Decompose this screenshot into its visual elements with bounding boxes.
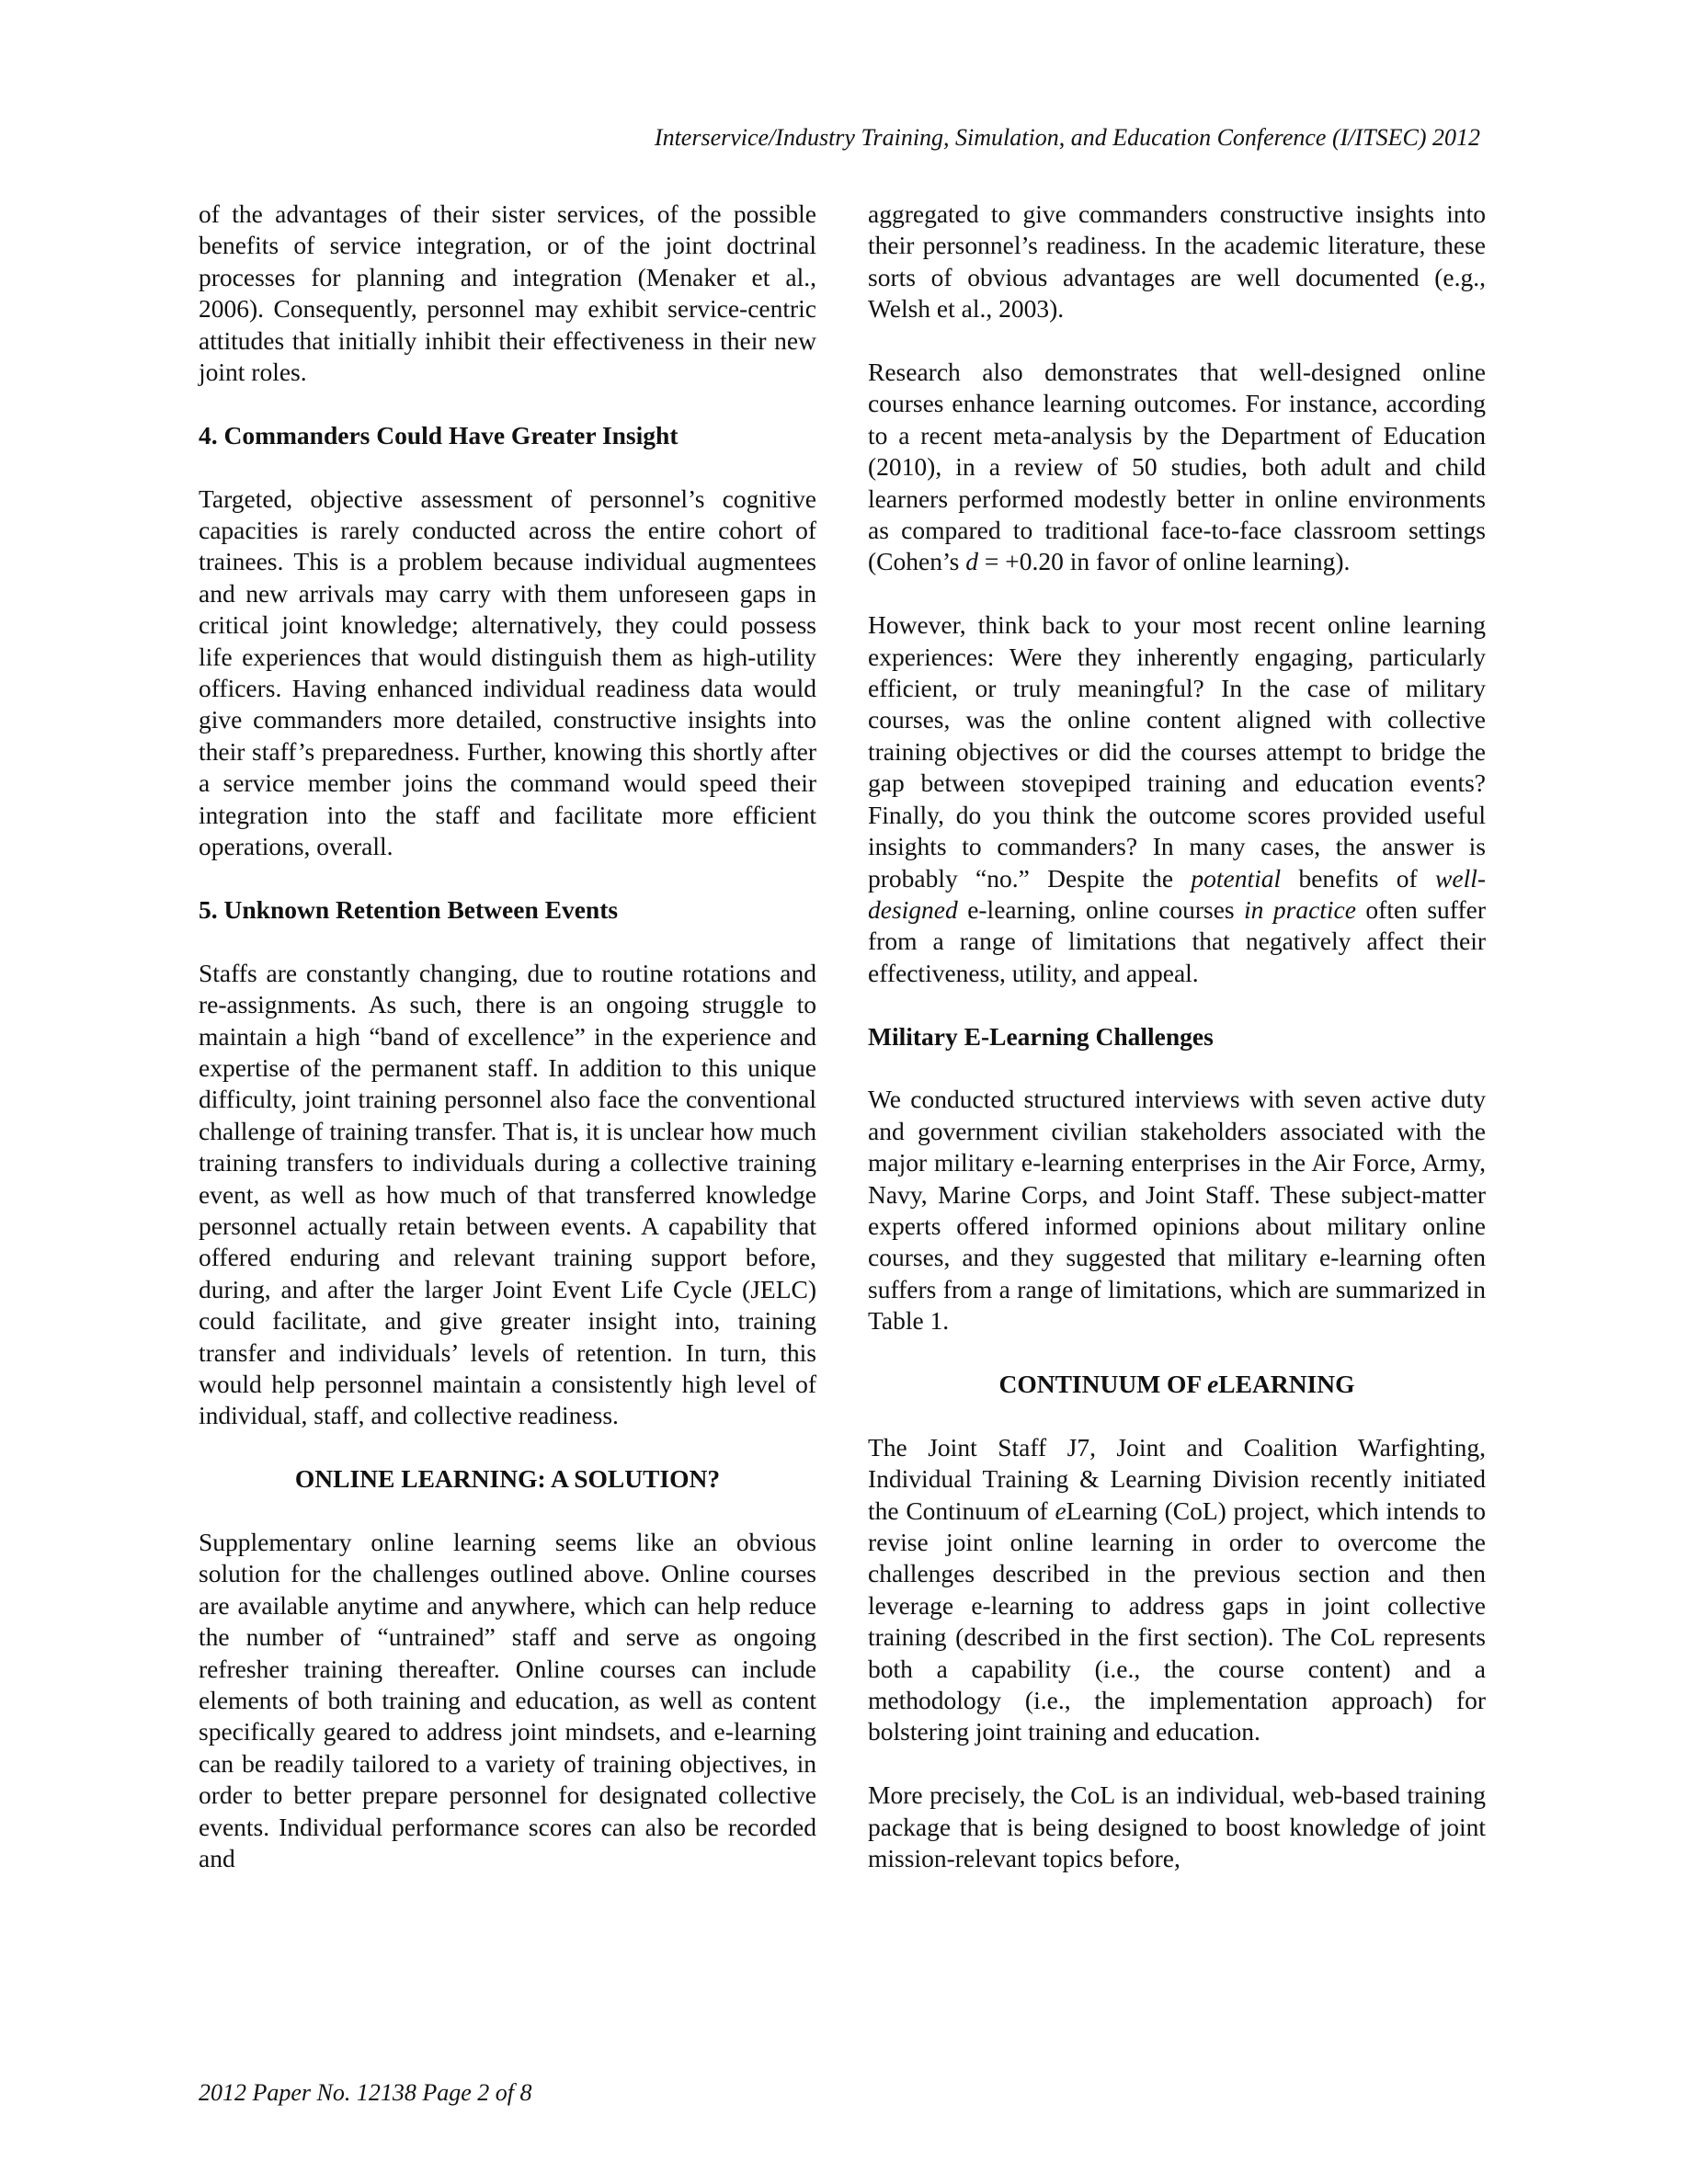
paragraph: Staffs are constantly changing, due to routine rotations and re-assignments. As such, there is an ongoing struggle to maintain a high “band of excellence” in the experience and expertise of the permanent staff. In addition to this unique difficulty, joint training personnel also face the conventional challenge of training transfer. That is, it is unclear how much training transfers to individuals during a collective training event, as well as how much of that transferred knowledge personnel actually retain between events. A capability that offered enduring and relevant training support before, during, and after the larger Joint Event Life Cycle (JELC) could facilitate, and give greater insight into, training transfer and individuals’ levels of retention. In turn, this would help personnel maintain a consistently high level of individual, staff, and collective readiness.: [199, 958, 816, 1430]
section-heading: 4. Commanders Could Have Greater Insight: [199, 420, 679, 449]
running-header: Interservice/Industry Training, Simulation, and Education Conference (I/ITSEC) 2012: [654, 124, 1480, 151]
left-column: [199, 199, 816, 1874]
paragraph: We conducted structured interviews with seven active duty and government civilian stakeholders associated with the major military e-learning enterprises in the Air Force, Army, Navy, Marine Corps, and Joint Staff. These subject-matter experts offered informed opinions about military online courses, and they suggested that military e-learning often suffers from a range of limitations, which are summarized in Table 1.: [868, 1085, 1486, 1336]
section-heading: Military E-Learning Challenges: [868, 1021, 1214, 1051]
section-heading: 5. Unknown Retention Between Events: [199, 894, 619, 924]
paragraph: Targeted, objective assessment of personnel’s cognitive capacities is rarely conducted across the entire cohort of trainees. This is a problem because individual augmentees and new arrivals may carry with them unforeseen gaps in critical joint knowledge; alternatively, they could possess life experiences that would distinguish them as high-utility officers. Having enhanced individual readiness data would give commanders more detailed, constructive insights into their staff’s preparedness. Further, knowing this shortly after a service member joins the command would speed their integration into the staff and facilitate more efficient operations, overall.: [199, 483, 816, 861]
right-column: [868, 199, 1486, 1874]
paragraph: Research also demonstrates that well-designed online courses enhance learning outcomes. For instance, according to a recent meta-analysis by the Department of Education (2010), in a review of 50 studies, both adult and child learners performed modestly better in online environments as compared to traditional face-to-face classroom settings (Cohen’s d = +0.20 in favor of online learning).: [868, 358, 1486, 576]
paragraph: More precisely, the CoL is an individual, web-based training package that is being designed to boost knowledge of joint mission-relevant topics before,: [868, 1780, 1486, 1873]
major-heading: ONLINE LEARNING: A SOLUTION?: [294, 1464, 721, 1494]
paragraph: aggregated to give commanders constructive insights into their personnel’s readiness. In the academic literature, these sorts of obvious advantages are well documented (e.g., Welsh et al., 2003).: [868, 199, 1486, 324]
paragraph: The Joint Staff J7, Joint and Coalition Warfighting, Individual Training & Learning Division recently initiated the Continuum of eLearning (CoL) project, which intends to revise joint online learning in order to overcome the challenges described in the previous section and then leverage e-learning to address gaps in joint collective training (described in the first section). The CoL represents both a capability (i.e., the course content) and a methodology (i.e., the implementation approach) for bolstering joint training and education.: [868, 1432, 1486, 1746]
page-footer: 2012 Paper No. 12138 Page 2 of 8: [199, 2079, 532, 2106]
major-heading: CONTINUUM OF eLEARNING: [998, 1369, 1355, 1398]
paragraph: Supplementary online learning seems like an obvious solution for the challenges outlined above. Online courses are available anytime and anywhere, which can help reduce the number of “untrained” staff and serve as ongoing refresher training thereafter. Online courses can include elements of both training and education, as well as content specifically geared to address joint mindsets, and e-learning can be readily tailored to a variety of training objectives, in order to better prepare personnel for designated collective events. Individual performance scores can also be recorded and: [199, 1527, 816, 1873]
paragraph: of the advantages of their sister services, of the possible benefits of service integration, or of the joint doctrinal processes for planning and integration (Menaker et al., 2006). Consequently, personnel may exhibit service-centric attitudes that initially inhibit their effectiveness in their new joint roles.: [199, 199, 816, 387]
paragraph: However, think back to your most recent online learning experiences: Were they inherently engaging, particularly efficient, or truly meaningful? In the case of military courses, was the online content aligned with collective training objectives or did the courses attempt to bridge the gap between stovepiped training and education events? Finally, do you think the outcome scores provided useful insights to commanders? In many cases, the answer is probably “no.” Despite the potential benefits of well-designed e-learning, online courses in practice often suffer from a range of limitations that negatively affect their effectiveness, utility, and appeal.: [868, 610, 1487, 987]
